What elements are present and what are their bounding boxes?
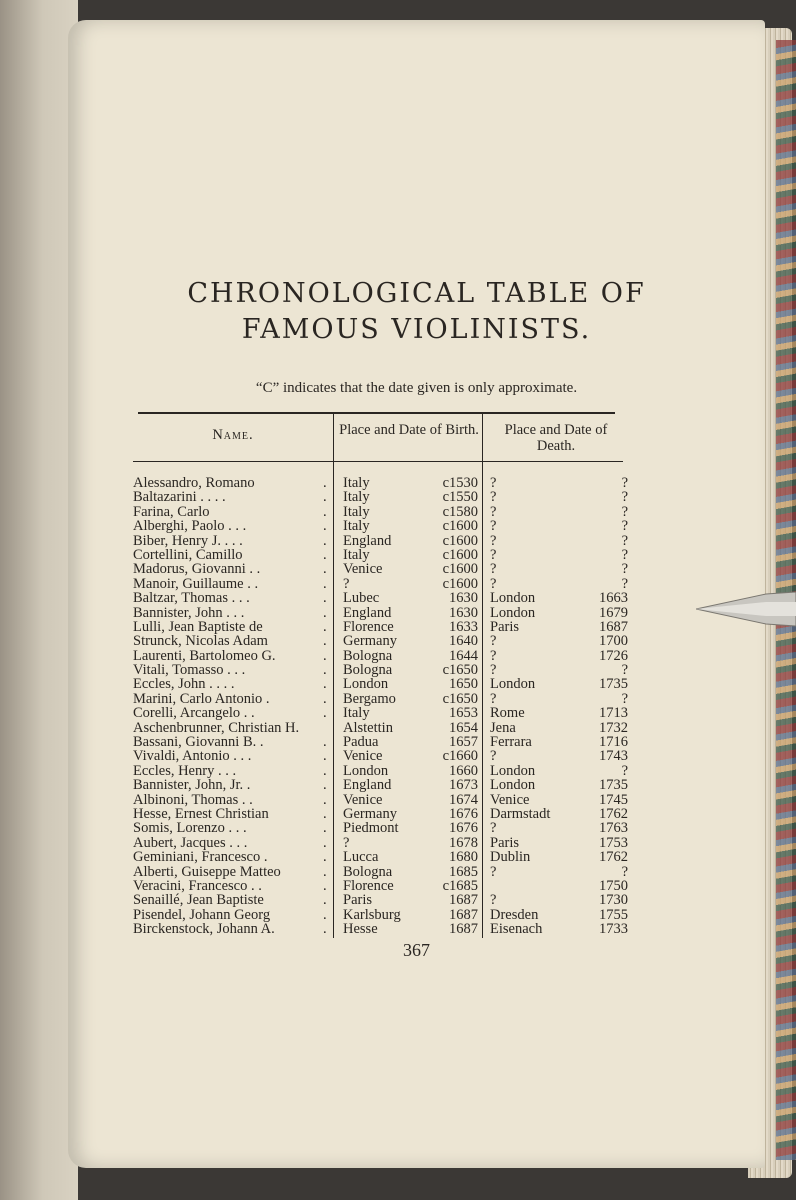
leader-dot: .	[323, 518, 327, 535]
death-place: ?	[490, 863, 497, 880]
leader-dot: .	[323, 877, 327, 894]
birth-place: Germany	[343, 633, 397, 650]
page-number: 367	[403, 940, 430, 960]
table-row	[68, 836, 765, 850]
violinist-name: Vivaldi, Antonio . . .	[133, 748, 252, 765]
table-row	[68, 735, 765, 749]
birth-place: Italy	[343, 503, 370, 520]
table-row	[68, 591, 765, 605]
death-place: Dublin	[490, 849, 531, 866]
leader-dot: .	[323, 676, 327, 693]
death-place: ?	[490, 633, 497, 650]
table-row	[68, 893, 765, 907]
violinist-name: Farina, Carlo	[133, 503, 210, 520]
death-date: ?	[621, 503, 628, 520]
leader-dot: .	[323, 805, 327, 822]
header-rule-death	[483, 461, 623, 462]
violinist-name: Senaillé, Jean Baptiste	[133, 892, 264, 909]
birth-date: 1676	[449, 805, 478, 822]
death-date: ?	[621, 561, 628, 578]
violinist-name: Albinoni, Thomas . .	[133, 791, 253, 808]
leader-dot: .	[323, 863, 327, 880]
birth-place: Hesse	[343, 921, 378, 938]
birth-date: c1530	[442, 475, 478, 491]
birth-place: England	[343, 532, 392, 549]
death-date: 1753	[599, 834, 628, 851]
death-place: Darmstadt	[490, 805, 551, 822]
leader-dot: .	[323, 662, 327, 679]
death-date: 1762	[599, 849, 628, 866]
birth-date: 1653	[449, 705, 478, 722]
table-row	[68, 793, 765, 807]
death-place: ?	[490, 575, 497, 592]
death-place: London	[490, 762, 536, 779]
violinist-name: Marini, Carlo Antonio .	[133, 690, 270, 707]
death-place: Paris	[490, 834, 519, 851]
death-date: 1663	[599, 590, 628, 607]
table-row	[68, 721, 765, 735]
death-date: 1735	[599, 777, 628, 794]
death-place: Eisenach	[490, 921, 543, 938]
violinist-name: Pisendel, Johann Georg	[133, 906, 271, 923]
birth-place: Venice	[343, 748, 383, 765]
death-date: 1713	[599, 705, 628, 722]
birth-date: c1600	[442, 575, 478, 592]
table-row	[68, 476, 765, 490]
death-date: ?	[621, 546, 628, 563]
death-place: ?	[490, 518, 497, 535]
death-place: ?	[490, 647, 497, 664]
violinist-table-body	[68, 476, 765, 937]
table-row	[68, 677, 765, 691]
death-date: ?	[621, 489, 628, 506]
violinist-name: Alessandro, Romano	[133, 475, 255, 491]
birth-date: c1685	[442, 877, 478, 894]
birth-place: London	[343, 676, 389, 693]
birth-place: ?	[343, 575, 350, 592]
header-rule-name	[133, 461, 333, 462]
violinist-name: Geminiani, Francesco .	[133, 849, 268, 866]
death-date: 1763	[599, 820, 628, 837]
death-date: 1735	[599, 676, 628, 693]
death-date: 1679	[599, 604, 628, 621]
violinist-name: Manoir, Guillaume . .	[133, 575, 259, 592]
violinist-name: Cortellini, Camillo	[133, 546, 243, 563]
death-place: Venice	[490, 791, 530, 808]
table-row	[68, 534, 765, 548]
birth-place: Padua	[343, 734, 379, 751]
birth-date: 1650	[449, 676, 478, 693]
leader-dot: .	[323, 906, 327, 923]
table-row	[68, 649, 765, 663]
birth-place: Bologna	[343, 647, 393, 664]
birth-date: c1660	[442, 748, 478, 765]
leader-dot: .	[323, 503, 327, 520]
page-title-line-1: CHRONOLOGICAL TABLE OF	[187, 278, 646, 309]
birth-place: Bologna	[343, 863, 393, 880]
birth-place: Italy	[343, 475, 370, 491]
violinist-name: Bannister, John . . .	[133, 604, 245, 621]
birth-date: 1654	[449, 719, 478, 736]
violinist-name: Hesse, Ernest Christian	[133, 805, 269, 822]
birth-date: c1600	[442, 561, 478, 578]
death-date: ?	[621, 662, 628, 679]
birth-date: 1687	[449, 906, 478, 923]
birth-date: 1687	[449, 921, 478, 938]
birth-date: 1687	[449, 892, 478, 909]
death-place: ?	[490, 532, 497, 549]
header-rule-birth	[334, 461, 482, 462]
leader-dot: .	[323, 546, 327, 563]
birth-date: 1676	[449, 820, 478, 837]
leader-dot: .	[323, 604, 327, 621]
violinist-name: Somis, Lorenzo . . .	[133, 820, 247, 837]
death-date: 1743	[599, 748, 628, 765]
table-row	[68, 778, 765, 792]
birth-date: c1600	[442, 518, 478, 535]
table-row	[68, 879, 765, 893]
death-date: ?	[621, 532, 628, 549]
death-date: 1730	[599, 892, 628, 909]
table-row	[68, 548, 765, 562]
birth-place: Florence	[343, 877, 394, 894]
leader-dot: .	[323, 532, 327, 549]
death-place: Ferrara	[490, 734, 532, 751]
birth-place: Lubec	[343, 590, 380, 607]
violinist-name: Strunck, Nicolas Adam	[133, 633, 268, 650]
table-row	[68, 764, 765, 778]
leader-dot: .	[323, 734, 327, 751]
table-row	[68, 634, 765, 648]
birth-place: Italy	[343, 705, 370, 722]
leader-dot: .	[323, 561, 327, 578]
birth-place: Florence	[343, 618, 394, 635]
violinist-name: Corelli, Arcangelo . .	[133, 705, 255, 722]
birth-place: Germany	[343, 805, 397, 822]
page-title-line-2: FAMOUS VIOLINISTS.	[241, 314, 592, 345]
table-top-rule	[138, 412, 615, 414]
death-date: 1755	[599, 906, 628, 923]
death-place: ?	[490, 820, 497, 837]
violinist-name: Baltazarini . . . .	[133, 489, 226, 506]
death-date: 1750	[599, 877, 628, 894]
table-row	[68, 706, 765, 720]
violinist-name: Vitali, Tomasso . . .	[133, 662, 246, 679]
leader-dot: .	[323, 849, 327, 866]
header-death: Place and Date of Death.	[504, 422, 608, 454]
leader-dot: .	[323, 575, 327, 592]
death-place: ?	[490, 690, 497, 707]
death-place: ?	[490, 662, 497, 679]
leader-dot: .	[323, 618, 327, 635]
birth-date: c1550	[442, 489, 478, 506]
birth-date: 1633	[449, 618, 478, 635]
leader-dot: .	[323, 762, 327, 779]
leader-dot: .	[323, 748, 327, 765]
birth-date: 1640	[449, 633, 478, 650]
leader-dot: .	[323, 834, 327, 851]
birth-date: 1678	[449, 834, 478, 851]
death-date: ?	[621, 690, 628, 707]
page-pointer-icon	[696, 590, 796, 628]
birth-date: 1630	[449, 590, 478, 607]
leader-dot: .	[323, 791, 327, 808]
table-row	[68, 562, 765, 576]
death-place: ?	[490, 546, 497, 563]
death-place: ?	[490, 475, 497, 491]
birth-date: 1657	[449, 734, 478, 751]
violinist-name: Baltzar, Thomas . . .	[133, 590, 250, 607]
leader-dot: .	[323, 705, 327, 722]
death-place: ?	[490, 748, 497, 765]
approximation-note: “C” indicates that the date given is only approximate.	[255, 380, 578, 396]
leader-dot: .	[323, 590, 327, 607]
birth-place: England	[343, 777, 392, 794]
leader-dot: .	[323, 489, 327, 506]
death-place: Paris	[490, 618, 519, 635]
leader-dot: .	[323, 921, 327, 938]
birth-place: London	[343, 762, 389, 779]
birth-date: 1673	[449, 777, 478, 794]
birth-place: Lucca	[343, 849, 379, 866]
birth-place: Bergamo	[343, 690, 396, 707]
violinist-name: Aubert, Jacques . . .	[133, 834, 248, 851]
death-place: Jena	[490, 719, 516, 736]
death-place: Dresden	[490, 906, 539, 923]
header-name: Name.	[212, 427, 254, 443]
birth-date: c1650	[442, 690, 478, 707]
violinist-name: Bannister, John, Jr. .	[133, 777, 251, 794]
leader-dot: .	[323, 820, 327, 837]
birth-date: 1630	[449, 604, 478, 621]
birth-date: 1644	[449, 647, 478, 664]
book-page	[68, 20, 765, 1168]
birth-place: Italy	[343, 489, 370, 506]
birth-date: c1650	[442, 662, 478, 679]
violinist-name: Aschenbrunner, Christian H.	[133, 719, 300, 736]
birth-place: Italy	[343, 518, 370, 535]
death-date: 1726	[599, 647, 628, 664]
table-row	[68, 908, 765, 922]
violinist-name: Eccles, Henry . . .	[133, 762, 237, 779]
birth-date: 1685	[449, 863, 478, 880]
death-place: ?	[490, 503, 497, 520]
leader-dot: .	[323, 777, 327, 794]
table-row	[68, 490, 765, 504]
birth-place: Karlsburg	[343, 906, 401, 923]
table-row	[68, 620, 765, 634]
death-place: Rome	[490, 705, 525, 722]
birth-place: Piedmont	[343, 820, 399, 837]
death-place: ?	[490, 892, 497, 909]
birth-place: Bologna	[343, 662, 393, 679]
death-date: ?	[621, 762, 628, 779]
death-date: 1687	[599, 618, 628, 635]
death-place: ?	[490, 489, 497, 506]
birth-place: Venice	[343, 791, 383, 808]
table-row	[68, 505, 765, 519]
leader-dot: .	[323, 690, 327, 707]
table-row	[68, 865, 765, 879]
birth-place: Alstettin	[343, 719, 393, 736]
death-date: 1716	[599, 734, 628, 751]
birth-date: c1600	[442, 546, 478, 563]
table-row	[68, 663, 765, 677]
death-place: London	[490, 604, 536, 621]
table-row	[68, 850, 765, 864]
leader-dot: .	[323, 647, 327, 664]
death-place: London	[490, 590, 536, 607]
birth-date: c1600	[442, 532, 478, 549]
birth-place: England	[343, 604, 392, 621]
death-date: ?	[621, 518, 628, 535]
table-row	[68, 519, 765, 533]
death-date: ?	[621, 575, 628, 592]
table-row	[68, 922, 765, 936]
violinist-name: Birckenstock, Johann A.	[133, 921, 275, 938]
death-date: 1700	[599, 633, 628, 650]
violinist-name: Alberti, Guiseppe Matteo	[133, 863, 281, 880]
table-row	[68, 606, 765, 620]
table-row	[68, 821, 765, 835]
birth-date: 1674	[449, 791, 478, 808]
birth-date: c1580	[442, 503, 478, 520]
violinist-name: Lulli, Jean Baptiste de	[133, 618, 263, 635]
birth-date: 1680	[449, 849, 478, 866]
death-place: London	[490, 676, 536, 693]
header-birth: Place and Date of Birth.	[339, 422, 479, 438]
birth-place: Italy	[343, 546, 370, 563]
violinist-name: Alberghi, Paolo . . .	[133, 518, 247, 535]
death-place: London	[490, 777, 536, 794]
death-date: ?	[621, 475, 628, 491]
death-date: 1745	[599, 791, 628, 808]
birth-place: ?	[343, 834, 350, 851]
birth-place: Paris	[343, 892, 372, 909]
violinist-name: Madorus, Giovanni . .	[133, 561, 261, 578]
table-row	[68, 807, 765, 821]
birth-date: 1660	[449, 762, 478, 779]
facing-page-edge	[0, 0, 78, 1200]
death-date: 1732	[599, 719, 628, 736]
birth-place: Venice	[343, 561, 383, 578]
violinist-name: Laurenti, Bartolomeo G.	[133, 647, 276, 664]
table-row	[68, 692, 765, 706]
table-row	[68, 577, 765, 591]
violinist-name: Biber, Henry J. . . .	[133, 532, 243, 549]
leader-dot: .	[323, 475, 327, 491]
leader-dot: .	[323, 633, 327, 650]
death-date: ?	[621, 863, 628, 880]
death-date: 1762	[599, 805, 628, 822]
violinist-name: Bassani, Giovanni B. .	[133, 734, 264, 751]
death-date: 1733	[599, 921, 628, 938]
violinist-name: Eccles, John . . . .	[133, 676, 235, 693]
violinist-name: Veracini, Francesco . .	[133, 877, 262, 894]
death-place: ?	[490, 561, 497, 578]
leader-dot: .	[323, 892, 327, 909]
table-row	[68, 749, 765, 763]
